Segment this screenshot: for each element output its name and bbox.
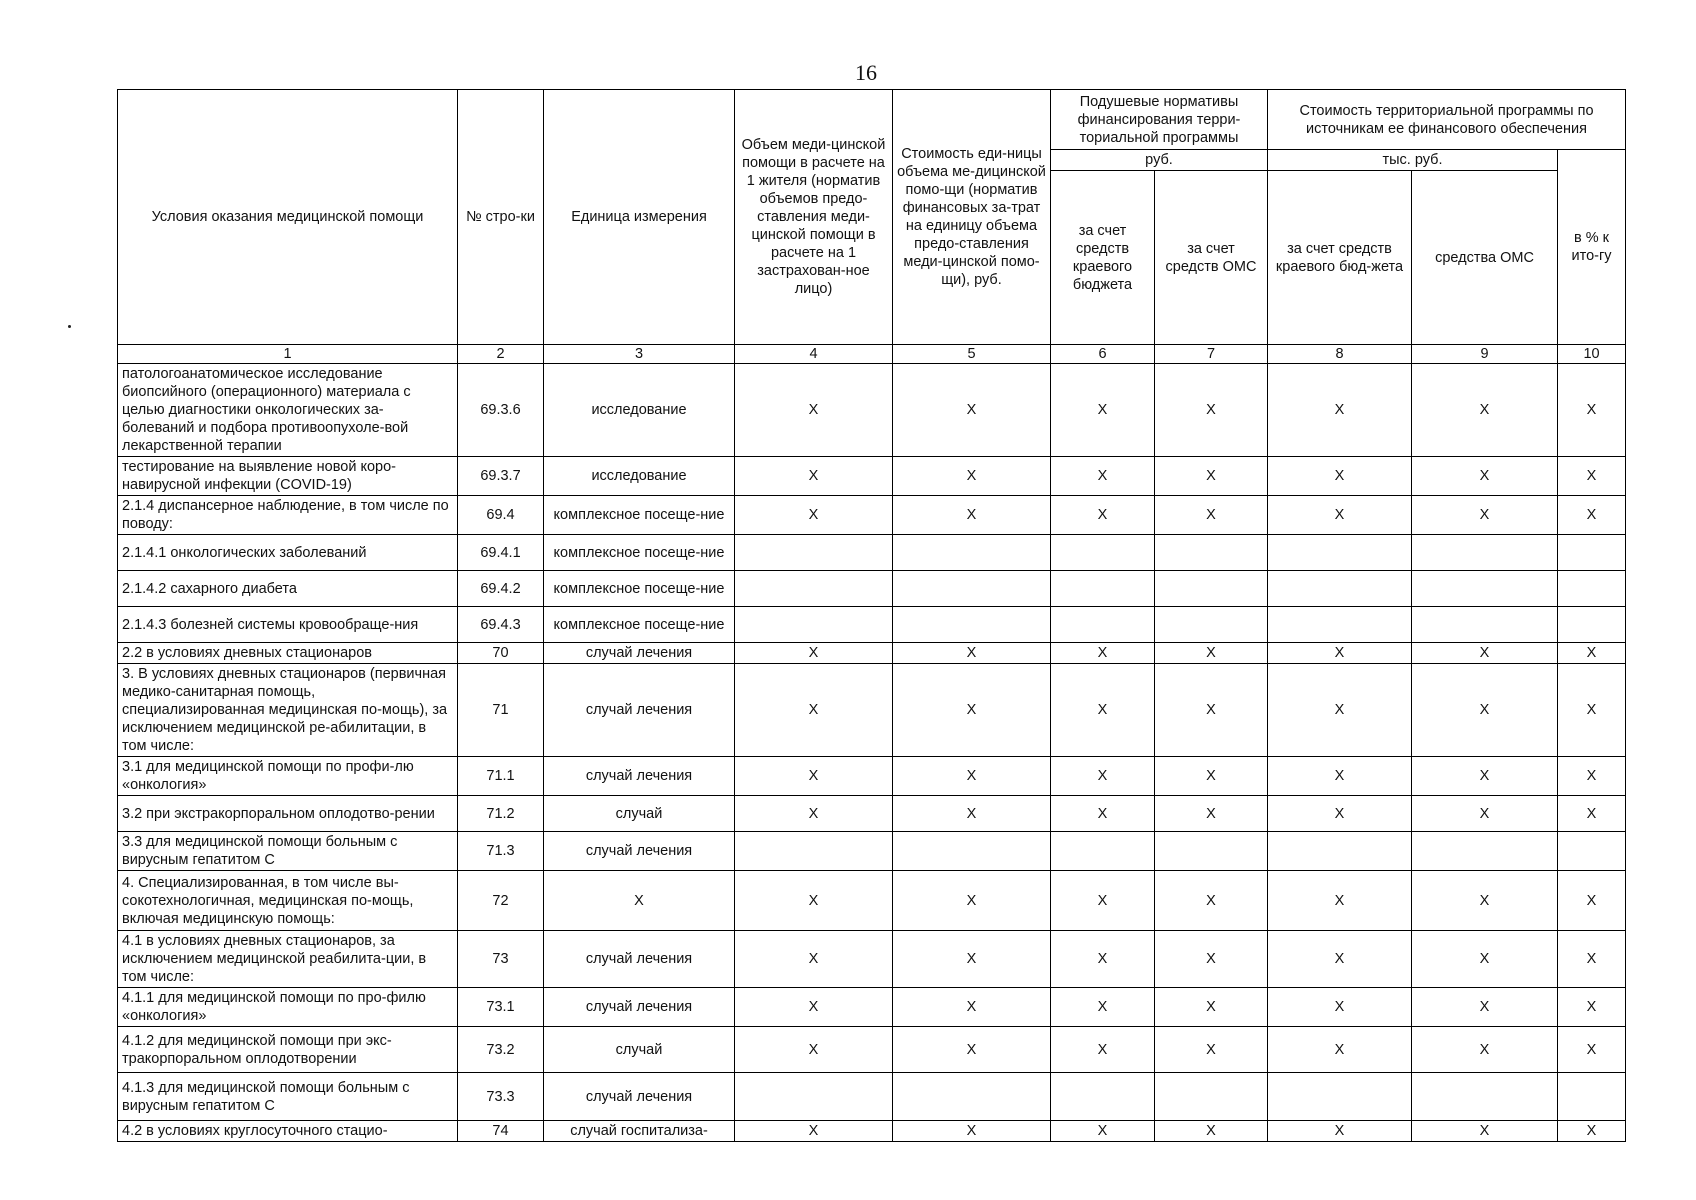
value-cell: Х — [1412, 988, 1558, 1027]
unit-cell: случай лечения — [544, 643, 735, 664]
value-cell: Х — [735, 664, 893, 757]
row-number-cell: 73.2 — [458, 1027, 544, 1073]
column-number: 9 — [1412, 345, 1558, 364]
row-label-cell: 4.1 в условиях дневных стационаров, за исключением медицинской реабилита-ции, в том числе: — [118, 931, 458, 988]
value-cell: Х — [1268, 457, 1412, 496]
row-number-cell: 69.4.2 — [458, 571, 544, 607]
value-cell: Х — [1558, 988, 1626, 1027]
value-cell: Х — [1558, 1121, 1626, 1142]
row-number-cell: 71.1 — [458, 757, 544, 796]
header-thousand-rub: тыс. руб. — [1268, 150, 1558, 171]
value-cell: Х — [1155, 1121, 1268, 1142]
page-number: 16 — [855, 60, 877, 85]
value-cell — [1558, 1073, 1626, 1121]
column-number: 1 — [118, 345, 458, 364]
column-number: 10 — [1558, 345, 1626, 364]
unit-cell: Х — [544, 871, 735, 931]
value-cell: Х — [893, 757, 1051, 796]
row-label-cell: 4. Специализированная, в том числе вы-сокотехнологичная, медицинская по-мощь, включая медицинскую помощь: — [118, 871, 458, 931]
value-cell: Х — [1051, 643, 1155, 664]
value-cell: Х — [893, 988, 1051, 1027]
table-row — [118, 931, 1626, 988]
unit-cell: случай лечения — [544, 931, 735, 988]
row-label-cell: 4.1.2 для медицинской помощи при экс-тракорпоральном оплодотворении — [118, 1027, 458, 1073]
value-cell — [893, 1073, 1051, 1121]
row-label-cell: 3.2 при экстракорпоральном оплодотво-рении — [118, 796, 458, 832]
row-label-cell: 4.1.1 для медицинской помощи по про-филю «онкология» — [118, 988, 458, 1027]
table-row — [118, 796, 1626, 832]
value-cell — [735, 1073, 893, 1121]
value-cell: Х — [1412, 1027, 1558, 1073]
table-row — [118, 1121, 1626, 1142]
unit-cell: исследование — [544, 457, 735, 496]
header-oms-funds: средства ОМС — [1412, 171, 1558, 345]
row-number-cell: 69.4 — [458, 496, 544, 535]
value-cell: Х — [1268, 757, 1412, 796]
value-cell: Х — [1268, 871, 1412, 931]
value-cell: Х — [893, 871, 1051, 931]
value-cell — [893, 535, 1051, 571]
value-cell: Х — [1051, 796, 1155, 832]
column-number-row — [118, 345, 1626, 364]
value-cell: Х — [1558, 871, 1626, 931]
table-row — [118, 832, 1626, 871]
table-row — [118, 535, 1626, 571]
value-cell — [1412, 1073, 1558, 1121]
row-label-cell: 4.2 в условиях круглосуточного стацио- — [118, 1121, 458, 1142]
value-cell: Х — [1051, 1027, 1155, 1073]
row-label-cell: 2.2 в условиях дневных стационаров — [118, 643, 458, 664]
value-cell — [1155, 832, 1268, 871]
value-cell — [893, 571, 1051, 607]
header-per-capita: Подушевые нормативы финансирования терри-ториальной программы — [1051, 90, 1268, 150]
value-cell — [1558, 607, 1626, 643]
value-cell: Х — [1412, 457, 1558, 496]
unit-cell: комплексное посеще-ние — [544, 535, 735, 571]
value-cell: Х — [1558, 664, 1626, 757]
value-cell: Х — [735, 1027, 893, 1073]
value-cell: Х — [1268, 364, 1412, 457]
table-row — [118, 457, 1626, 496]
value-cell: Х — [1155, 931, 1268, 988]
column-number: 5 — [893, 345, 1051, 364]
row-number-cell: 71.3 — [458, 832, 544, 871]
value-cell: Х — [735, 796, 893, 832]
value-cell: Х — [1412, 364, 1558, 457]
row-label-cell: 2.1.4.2 сахарного диабета — [118, 571, 458, 607]
row-label-cell: 4.1.3 для медицинской помощи больным с вирусным гепатитом С — [118, 1073, 458, 1121]
row-label-cell: 2.1.4.3 болезней системы кровообраще-ния — [118, 607, 458, 643]
unit-cell: случай — [544, 796, 735, 832]
value-cell: Х — [893, 457, 1051, 496]
header-regional-budget: за счет средств краевого бюджета — [1051, 171, 1155, 345]
value-cell: Х — [1268, 796, 1412, 832]
row-label-cell: тестирование на выявление новой коро-навирусной инфекции (COVID-19) — [118, 457, 458, 496]
value-cell: Х — [1412, 931, 1558, 988]
value-cell: Х — [1268, 496, 1412, 535]
value-cell: Х — [1051, 1121, 1155, 1142]
row-number-cell: 71.2 — [458, 796, 544, 832]
value-cell: Х — [735, 457, 893, 496]
value-cell: Х — [893, 643, 1051, 664]
row-label-cell: 3.3 для медицинской помощи больным с вирусным гепатитом С — [118, 832, 458, 871]
scan-speck — [68, 325, 71, 328]
value-cell — [1155, 607, 1268, 643]
value-cell: Х — [1558, 757, 1626, 796]
table-row — [118, 1073, 1626, 1121]
value-cell: Х — [735, 1121, 893, 1142]
unit-cell: случай лечения — [544, 832, 735, 871]
table-row — [118, 871, 1626, 931]
row-label-cell: 3. В условиях дневных стационаров (первичная медико-санитарная помощь, специализированная медицинская по-мощь), за исключением медицинской ре-абилитации, в том числе: — [118, 664, 458, 757]
value-cell: Х — [1268, 988, 1412, 1027]
value-cell: Х — [1051, 364, 1155, 457]
value-cell — [735, 571, 893, 607]
row-number-cell: 71 — [458, 664, 544, 757]
header-row-no: № стро-ки — [458, 90, 544, 345]
header-cost: Стоимость еди-ницы объема ме-дицинской помо-щи (норматив финансовых за-трат на единицу объема предо-ставления меди-цинской помо-щи), руб. — [893, 90, 1051, 345]
value-cell — [1051, 571, 1155, 607]
column-number: 8 — [1268, 345, 1412, 364]
row-label-cell: патологоанатомическое исследование биопсийного (операционного) материала с целью диагностики онкологических за-болеваний и подбора противоопухоле-вой лекарственной терапии — [118, 364, 458, 457]
value-cell: Х — [735, 931, 893, 988]
value-cell: Х — [735, 496, 893, 535]
value-cell: Х — [735, 871, 893, 931]
value-cell: Х — [1558, 496, 1626, 535]
row-number-cell: 69.4.1 — [458, 535, 544, 571]
value-cell — [1155, 1073, 1268, 1121]
value-cell — [1412, 571, 1558, 607]
value-cell — [1558, 535, 1626, 571]
unit-cell: случай лечения — [544, 757, 735, 796]
value-cell: Х — [1412, 757, 1558, 796]
value-cell: Х — [893, 796, 1051, 832]
value-cell: Х — [1155, 643, 1268, 664]
value-cell — [1268, 571, 1412, 607]
value-cell: Х — [1051, 457, 1155, 496]
row-number-cell: 70 — [458, 643, 544, 664]
value-cell: Х — [1268, 1121, 1412, 1142]
value-cell — [893, 832, 1051, 871]
row-number-cell: 73 — [458, 931, 544, 988]
unit-cell: комплексное посеще-ние — [544, 496, 735, 535]
value-cell: Х — [735, 988, 893, 1027]
column-number: 4 — [735, 345, 893, 364]
header-regional-budget-thousand: за счет средств краевого бюд-жета — [1268, 171, 1412, 345]
value-cell: Х — [1051, 664, 1155, 757]
row-number-cell: 72 — [458, 871, 544, 931]
value-cell — [893, 607, 1051, 643]
value-cell — [1051, 535, 1155, 571]
value-cell: Х — [1558, 931, 1626, 988]
column-number: 6 — [1051, 345, 1155, 364]
value-cell: Х — [1268, 1027, 1412, 1073]
value-cell: Х — [1155, 457, 1268, 496]
value-cell: Х — [1155, 664, 1268, 757]
value-cell: Х — [893, 1027, 1051, 1073]
column-number: 3 — [544, 345, 735, 364]
unit-cell: случай — [544, 1027, 735, 1073]
value-cell — [1051, 1073, 1155, 1121]
unit-cell: комплексное посеще-ние — [544, 571, 735, 607]
table-body — [118, 345, 1626, 1142]
table-row — [118, 571, 1626, 607]
value-cell: Х — [893, 664, 1051, 757]
value-cell — [1268, 1073, 1412, 1121]
header-volume: Объем меди-цинской помощи в расчете на 1 жителя (норматив объемов предо-ставления меди-цинской помощи в расчете на 1 застрахован-ное лицо) — [735, 90, 893, 345]
value-cell — [1558, 832, 1626, 871]
unit-cell: случай лечения — [544, 1073, 735, 1121]
row-number-cell: 69.3.6 — [458, 364, 544, 457]
value-cell — [1268, 832, 1412, 871]
value-cell: Х — [893, 496, 1051, 535]
value-cell: Х — [1558, 643, 1626, 664]
value-cell — [1412, 607, 1558, 643]
value-cell: Х — [1155, 796, 1268, 832]
table-row — [118, 607, 1626, 643]
table-row — [118, 496, 1626, 535]
value-cell: Х — [1155, 871, 1268, 931]
header-oms: за счет средств ОМС — [1155, 171, 1268, 345]
column-number: 7 — [1155, 345, 1268, 364]
value-cell — [1558, 571, 1626, 607]
value-cell — [1155, 535, 1268, 571]
value-cell: Х — [1412, 871, 1558, 931]
table-row — [118, 664, 1626, 757]
value-cell: Х — [1268, 931, 1412, 988]
column-number: 2 — [458, 345, 544, 364]
row-label-cell: 3.1 для медицинской помощи по профи-лю «онкология» — [118, 757, 458, 796]
unit-cell: исследование — [544, 364, 735, 457]
value-cell: Х — [1268, 664, 1412, 757]
unit-cell: комплексное посеще-ние — [544, 607, 735, 643]
value-cell: Х — [1155, 364, 1268, 457]
table-row — [118, 643, 1626, 664]
unit-cell: случай госпитализа- — [544, 1121, 735, 1142]
value-cell: Х — [893, 1121, 1051, 1142]
value-cell: Х — [1051, 496, 1155, 535]
value-cell: Х — [1155, 757, 1268, 796]
value-cell — [1268, 607, 1412, 643]
value-cell: Х — [1558, 364, 1626, 457]
value-cell: Х — [893, 931, 1051, 988]
header-unit: Единица измерения — [544, 90, 735, 345]
value-cell — [1051, 832, 1155, 871]
value-cell: Х — [1412, 1121, 1558, 1142]
row-number-cell: 73.3 — [458, 1073, 544, 1121]
value-cell: Х — [1558, 1027, 1626, 1073]
value-cell: Х — [1412, 496, 1558, 535]
value-cell: Х — [1412, 643, 1558, 664]
row-number-cell: 73.1 — [458, 988, 544, 1027]
value-cell: Х — [1051, 871, 1155, 931]
row-number-cell: 69.4.3 — [458, 607, 544, 643]
value-cell: Х — [1268, 643, 1412, 664]
header-percent: в % к ито-гу — [1558, 150, 1626, 345]
table-row — [118, 1027, 1626, 1073]
value-cell: Х — [735, 757, 893, 796]
value-cell — [1051, 607, 1155, 643]
value-cell: Х — [1155, 496, 1268, 535]
value-cell — [1268, 535, 1412, 571]
unit-cell: случай лечения — [544, 988, 735, 1027]
value-cell: Х — [1412, 664, 1558, 757]
value-cell — [1412, 832, 1558, 871]
value-cell — [735, 535, 893, 571]
value-cell — [1155, 571, 1268, 607]
value-cell: Х — [735, 364, 893, 457]
value-cell: Х — [1558, 457, 1626, 496]
value-cell: Х — [1558, 796, 1626, 832]
row-number-cell: 69.3.7 — [458, 457, 544, 496]
table-row — [118, 757, 1626, 796]
table-row — [118, 988, 1626, 1027]
value-cell: Х — [1155, 1027, 1268, 1073]
value-cell — [735, 607, 893, 643]
value-cell — [735, 832, 893, 871]
row-label-cell: 2.1.4.1 онкологических заболеваний — [118, 535, 458, 571]
value-cell: Х — [1051, 757, 1155, 796]
value-cell — [1412, 535, 1558, 571]
header-program-cost: Стоимость территориальной программы по источникам ее финансового обеспечения — [1268, 90, 1626, 150]
header-conditions: Условия оказания медицинской помощи — [118, 90, 458, 345]
value-cell: Х — [1155, 988, 1268, 1027]
row-number-cell: 74 — [458, 1121, 544, 1142]
table-row — [118, 364, 1626, 457]
header-rub: руб. — [1051, 150, 1268, 171]
value-cell: Х — [1051, 988, 1155, 1027]
program-cost-table — [117, 89, 1626, 1142]
row-label-cell: 2.1.4 диспансерное наблюдение, в том числе по поводу: — [118, 496, 458, 535]
value-cell: Х — [893, 364, 1051, 457]
value-cell: Х — [1412, 796, 1558, 832]
unit-cell: случай лечения — [544, 664, 735, 757]
value-cell: Х — [1051, 931, 1155, 988]
value-cell: Х — [735, 643, 893, 664]
